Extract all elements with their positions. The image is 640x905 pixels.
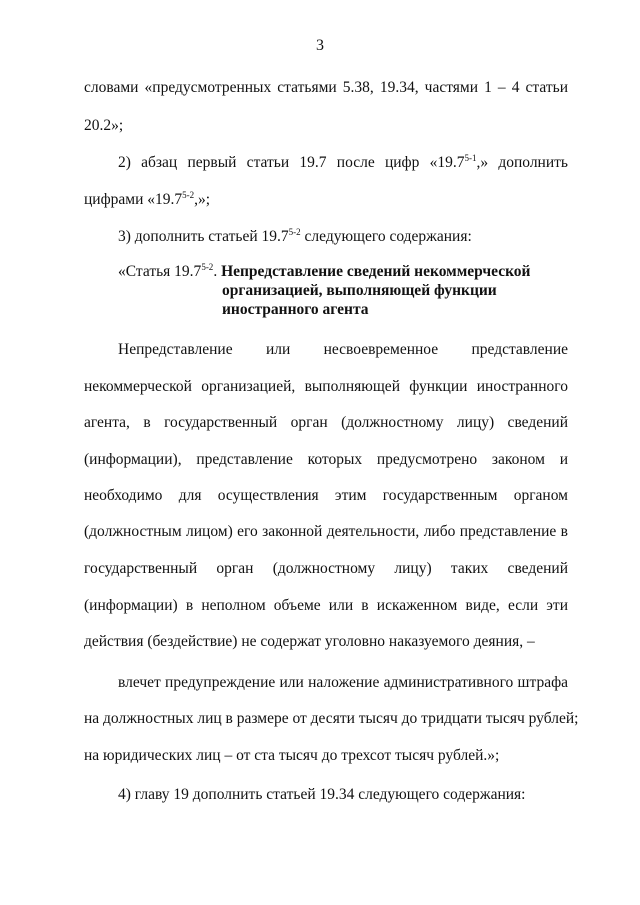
text-line <box>84 190 568 210</box>
text-line: государственный орган (должностному лицу) таких сведений <box>84 560 568 577</box>
superscript: 5-2 <box>182 190 195 200</box>
text-line: 20.2»; <box>84 117 124 134</box>
text-span: 2) абзац первый статьи 19.7 после цифр «19.7 <box>118 154 465 171</box>
text-line: влечет предупреждение или наложение административного штрафа <box>118 674 568 691</box>
text-line: действия (бездействие) не содержат уголовно наказуемого деяния, – <box>84 633 535 650</box>
article-title-line: иностранного агента <box>222 301 369 318</box>
text-span: цифрами «19.7 <box>84 191 183 208</box>
text-line: на юридических лиц – от ста тысяч до трехсот тысяч рублей.»; <box>84 747 500 764</box>
superscript: 5-2 <box>201 262 214 272</box>
article-heading <box>118 262 568 282</box>
amendment-item-2 <box>118 153 568 173</box>
text-span: ,» дополнить <box>476 154 568 171</box>
text-span: . <box>213 263 222 280</box>
article-prefix: «Статья 19.7 <box>118 263 202 280</box>
text-line: на должностных лиц в размере от десяти тысяч до тридцати тысяч рублей; <box>84 710 579 727</box>
text-span: 3) дополнить статьей 19.7 <box>118 228 289 245</box>
text-span: следующего содержания: <box>300 228 472 245</box>
amendment-item-3 <box>118 227 568 247</box>
article-title-line: организацией, выполняющей функции <box>222 282 497 299</box>
text-span: ,»; <box>194 191 211 208</box>
superscript: 5-1 <box>464 153 477 163</box>
article-title: Непредставление сведений некоммерческой <box>221 263 531 280</box>
page-number: 3 <box>316 37 324 54</box>
text-line: некоммерческой организацией, выполняющей функции иностранного <box>84 378 568 395</box>
amendment-item-4: 4) главу 19 дополнить статьей 19.34 следующего содержания: <box>118 786 526 803</box>
text-line: необходимо для осуществления этим государственным органом <box>84 487 568 504</box>
text-line: Непредставление или несвоевременное представление <box>118 341 568 358</box>
text-line: агента, в государственный орган (должностному лицу) сведений <box>84 414 568 431</box>
text-line: (информации) в неполном объеме или в искаженном виде, если эти <box>84 597 568 614</box>
text-line: (должностным лицом) его законной деятельности, либо представление в <box>84 523 568 540</box>
superscript: 5-2 <box>288 227 301 237</box>
text-line: словами «предусмотренных статьями 5.38, 19.34, частями 1 – 4 статьи <box>84 79 568 96</box>
text-line: (информации), представление которых предусмотрено законом и <box>84 451 568 468</box>
